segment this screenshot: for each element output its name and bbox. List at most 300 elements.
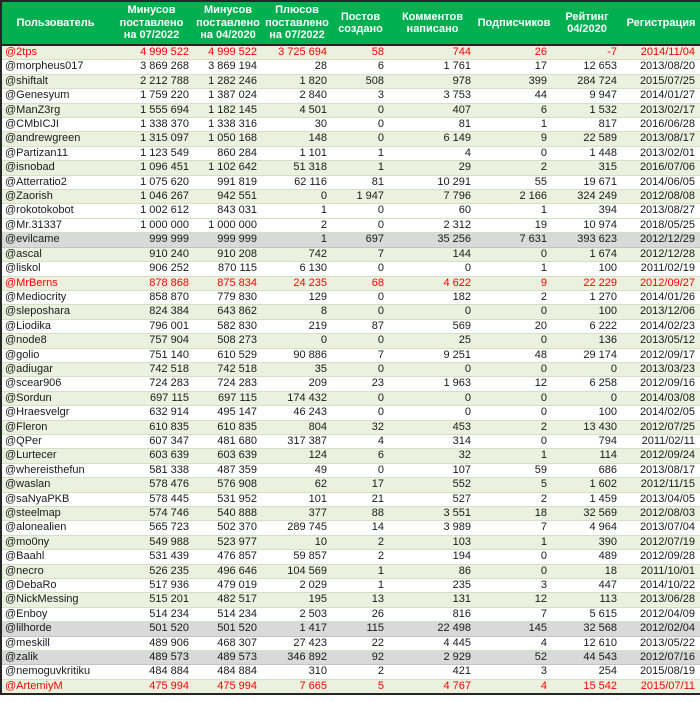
username-cell: @Baahl	[1, 550, 109, 564]
value-cell: 0	[332, 362, 389, 376]
value-cell: 3 869 268	[109, 60, 194, 74]
value-cell: 1 046 267	[109, 190, 194, 204]
username-cell: @Hraesvelgr	[1, 406, 109, 420]
value-cell: 552	[389, 478, 476, 492]
username-cell: @zalik	[1, 651, 109, 665]
value-cell: 209	[262, 377, 332, 391]
value-cell: 1	[476, 204, 552, 218]
value-cell: 1 282 246	[194, 74, 262, 88]
value-cell: 495 147	[194, 406, 262, 420]
value-cell: 744	[389, 45, 476, 60]
value-cell: 2013/08/27	[622, 204, 700, 218]
value-cell: 59 857	[262, 550, 332, 564]
value-cell: 399	[476, 74, 552, 88]
value-cell: 62 116	[262, 175, 332, 189]
value-cell: 517 936	[109, 579, 194, 593]
value-cell: 129	[262, 290, 332, 304]
value-cell: 26	[476, 45, 552, 60]
table-row	[1, 406, 700, 420]
value-cell: 17	[332, 478, 389, 492]
username-cell: @meskill	[1, 636, 109, 650]
value-cell: 2	[476, 492, 552, 506]
value-cell: 2013/05/12	[622, 334, 700, 348]
value-cell: 4 767	[389, 679, 476, 694]
username-cell: @NickMessing	[1, 593, 109, 607]
value-cell: 484 884	[109, 665, 194, 679]
value-cell: 0	[332, 204, 389, 218]
value-cell: 100	[552, 262, 622, 276]
value-cell: 2012/12/28	[622, 247, 700, 261]
value-cell: 58	[332, 45, 389, 60]
value-cell: 1 387 024	[194, 89, 262, 103]
value-cell: 569	[389, 319, 476, 333]
username-cell: @node8	[1, 334, 109, 348]
value-cell: 6 130	[262, 262, 332, 276]
value-cell: 0	[389, 406, 476, 420]
value-cell: 2013/12/06	[622, 305, 700, 319]
username-cell: @liskol	[1, 262, 109, 276]
value-cell: 68	[332, 276, 389, 290]
username-cell: @DebaRo	[1, 579, 109, 593]
table-row	[1, 564, 700, 578]
value-cell: 1 448	[552, 146, 622, 160]
value-cell: 475 994	[109, 679, 194, 694]
value-cell: 0	[332, 262, 389, 276]
value-cell: 1 759 220	[109, 89, 194, 103]
value-cell: 0	[332, 406, 389, 420]
value-cell: 324 249	[552, 190, 622, 204]
value-cell: 2014/10/22	[622, 579, 700, 593]
username-cell: @2tps	[1, 45, 109, 60]
value-cell: 12	[476, 377, 552, 391]
value-cell: 878 868	[109, 276, 194, 290]
col-header-user: Пользователь	[1, 1, 109, 45]
username-cell: @andrewgreen	[1, 132, 109, 146]
value-cell: 453	[389, 420, 476, 434]
value-cell: 2012/09/28	[622, 550, 700, 564]
value-cell: 81	[332, 175, 389, 189]
value-cell: 103	[389, 535, 476, 549]
value-cell: 0	[332, 218, 389, 232]
value-cell: 0	[476, 391, 552, 405]
value-cell: 4 445	[389, 636, 476, 650]
value-cell: 1 602	[552, 478, 622, 492]
username-cell: @Liodika	[1, 319, 109, 333]
table-row	[1, 204, 700, 218]
value-cell: 2011/10/01	[622, 564, 700, 578]
value-cell: 6 222	[552, 319, 622, 333]
value-cell: 804	[262, 420, 332, 434]
value-cell: 1 674	[552, 247, 622, 261]
value-cell: 4 501	[262, 103, 332, 117]
username-cell: @nemoguvkritiku	[1, 665, 109, 679]
table-row	[1, 550, 700, 564]
value-cell: 910 240	[109, 247, 194, 261]
value-cell: 643 862	[194, 305, 262, 319]
table-header	[1, 1, 700, 45]
value-cell: 2 840	[262, 89, 332, 103]
value-cell: 1 102 642	[194, 161, 262, 175]
value-cell: 0	[262, 190, 332, 204]
header-row	[1, 1, 700, 45]
value-cell: 2015/08/19	[622, 665, 700, 679]
value-cell: 13	[332, 593, 389, 607]
value-cell: 81	[389, 118, 476, 132]
table-row	[1, 60, 700, 74]
value-cell: 4	[332, 434, 389, 448]
value-cell: 1 963	[389, 377, 476, 391]
value-cell: 235	[389, 579, 476, 593]
value-cell: 496 646	[194, 564, 262, 578]
table-row	[1, 262, 700, 276]
value-cell: 1 000 000	[194, 218, 262, 232]
table-row	[1, 334, 700, 348]
value-cell: 860 284	[194, 146, 262, 160]
value-cell: 182	[389, 290, 476, 304]
value-cell: 2012/09/27	[622, 276, 700, 290]
value-cell: 0	[262, 334, 332, 348]
value-cell: 5 615	[552, 607, 622, 621]
value-cell: 144	[389, 247, 476, 261]
value-cell: 875 834	[194, 276, 262, 290]
value-cell: 481 680	[194, 434, 262, 448]
value-cell: 484 884	[194, 665, 262, 679]
value-cell: 1 417	[262, 622, 332, 636]
value-cell: 578 445	[109, 492, 194, 506]
username-cell: @shiftalt	[1, 74, 109, 88]
username-cell: @Fleron	[1, 420, 109, 434]
value-cell: 24 235	[262, 276, 332, 290]
value-cell: 475 994	[194, 679, 262, 694]
value-cell: 502 370	[194, 521, 262, 535]
value-cell: 6 149	[389, 132, 476, 146]
value-cell: 531 952	[194, 492, 262, 506]
table-row	[1, 651, 700, 665]
username-cell: @necro	[1, 564, 109, 578]
value-cell: 489 573	[194, 651, 262, 665]
value-cell: 489 573	[109, 651, 194, 665]
value-cell: 2 312	[389, 218, 476, 232]
value-cell: -7	[552, 45, 622, 60]
value-cell: 2013/05/22	[622, 636, 700, 650]
value-cell: 19 671	[552, 175, 622, 189]
value-cell: 2011/02/11	[622, 434, 700, 448]
table-row	[1, 449, 700, 463]
username-cell: @Sordun	[1, 391, 109, 405]
table-row	[1, 146, 700, 160]
value-cell: 0	[389, 262, 476, 276]
value-cell: 0	[389, 362, 476, 376]
username-cell: @adiugar	[1, 362, 109, 376]
value-cell: 3 725 694	[262, 45, 332, 60]
username-cell: @golio	[1, 348, 109, 362]
value-cell: 22 589	[552, 132, 622, 146]
value-cell: 393 623	[552, 233, 622, 247]
table-row	[1, 118, 700, 132]
value-cell: 2014/01/27	[622, 89, 700, 103]
table-row	[1, 679, 700, 694]
value-cell: 88	[332, 507, 389, 521]
value-cell: 2012/04/09	[622, 607, 700, 621]
value-cell: 1 270	[552, 290, 622, 304]
value-cell: 4	[389, 146, 476, 160]
value-cell: 4 964	[552, 521, 622, 535]
value-cell: 86	[389, 564, 476, 578]
value-cell: 5	[332, 679, 389, 694]
username-cell: @Partizan11	[1, 146, 109, 160]
value-cell: 603 639	[109, 449, 194, 463]
value-cell: 0	[332, 305, 389, 319]
value-cell: 1	[262, 204, 332, 218]
value-cell: 390	[552, 535, 622, 549]
table-row	[1, 103, 700, 117]
username-cell: @Mediocrity	[1, 290, 109, 304]
value-cell: 2	[332, 535, 389, 549]
value-cell: 0	[476, 564, 552, 578]
value-cell: 2012/11/15	[622, 478, 700, 492]
table-row	[1, 607, 700, 621]
username-cell: @Lurtecer	[1, 449, 109, 463]
value-cell: 2013/02/01	[622, 146, 700, 160]
value-cell: 610 835	[109, 420, 194, 434]
value-cell: 0	[476, 247, 552, 261]
value-cell: 1 761	[389, 60, 476, 74]
value-cell: 2014/02/23	[622, 319, 700, 333]
table-row	[1, 45, 700, 60]
value-cell: 195	[262, 593, 332, 607]
value-cell: 501 520	[194, 622, 262, 636]
value-cell: 610 529	[194, 348, 262, 362]
value-cell: 44	[476, 89, 552, 103]
col-header-posts: Постов создано	[332, 1, 389, 45]
value-cell: 549 988	[109, 535, 194, 549]
value-cell: 17	[476, 60, 552, 74]
value-cell: 2012/08/03	[622, 507, 700, 521]
table-row	[1, 521, 700, 535]
value-cell: 0	[476, 305, 552, 319]
value-cell: 254	[552, 665, 622, 679]
table-row	[1, 175, 700, 189]
table-row	[1, 348, 700, 362]
value-cell: 843 031	[194, 204, 262, 218]
value-cell: 9	[476, 276, 552, 290]
table-row	[1, 218, 700, 232]
value-cell: 59	[476, 463, 552, 477]
value-cell: 2014/11/04	[622, 45, 700, 60]
value-cell: 27 423	[262, 636, 332, 650]
username-cell: @ascal	[1, 247, 109, 261]
table-row	[1, 377, 700, 391]
value-cell: 514 234	[194, 607, 262, 621]
value-cell: 14	[332, 521, 389, 535]
value-cell: 13 430	[552, 420, 622, 434]
value-cell: 2015/07/11	[622, 679, 700, 694]
value-cell: 6	[332, 449, 389, 463]
value-cell: 1 338 370	[109, 118, 194, 132]
value-cell: 22	[332, 636, 389, 650]
value-cell: 858 870	[109, 290, 194, 304]
value-cell: 2012/09/17	[622, 348, 700, 362]
value-cell: 377	[262, 507, 332, 521]
table-row	[1, 132, 700, 146]
value-cell: 2	[476, 290, 552, 304]
username-cell: @scear906	[1, 377, 109, 391]
value-cell: 48	[476, 348, 552, 362]
value-cell: 317 387	[262, 434, 332, 448]
value-cell: 421	[389, 665, 476, 679]
value-cell: 7	[476, 521, 552, 535]
value-cell: 910 208	[194, 247, 262, 261]
value-cell: 114	[552, 449, 622, 463]
value-cell: 514 234	[109, 607, 194, 621]
value-cell: 523 977	[194, 535, 262, 549]
value-cell: 6	[332, 60, 389, 74]
value-cell: 107	[389, 463, 476, 477]
value-cell: 978	[389, 74, 476, 88]
table-row	[1, 362, 700, 376]
value-cell: 999 999	[109, 233, 194, 247]
value-cell: 32	[332, 420, 389, 434]
value-cell: 3 753	[389, 89, 476, 103]
value-cell: 113	[552, 593, 622, 607]
value-cell: 6 258	[552, 377, 622, 391]
value-cell: 2013/07/04	[622, 521, 700, 535]
value-cell: 1 820	[262, 74, 332, 88]
value-cell: 2 503	[262, 607, 332, 621]
value-cell: 32 568	[552, 622, 622, 636]
value-cell: 482 517	[194, 593, 262, 607]
value-cell: 1 555 694	[109, 103, 194, 117]
value-cell: 1	[332, 161, 389, 175]
value-cell: 1 182 145	[194, 103, 262, 117]
value-cell: 2016/07/06	[622, 161, 700, 175]
username-cell: @evilcame	[1, 233, 109, 247]
value-cell: 87	[332, 319, 389, 333]
value-cell: 100	[552, 406, 622, 420]
username-cell: @Zaorish	[1, 190, 109, 204]
value-cell: 310	[262, 665, 332, 679]
value-cell: 194	[389, 550, 476, 564]
table-row	[1, 233, 700, 247]
table-row	[1, 161, 700, 175]
username-cell: @Mr.31337	[1, 218, 109, 232]
value-cell: 1 096 451	[109, 161, 194, 175]
col-header-subscribers: Подписчиков	[476, 1, 552, 45]
table-row	[1, 463, 700, 477]
value-cell: 578 476	[109, 478, 194, 492]
value-cell: 2012/02/04	[622, 622, 700, 636]
value-cell: 5	[476, 478, 552, 492]
value-cell: 219	[262, 319, 332, 333]
value-cell: 30	[262, 118, 332, 132]
value-cell: 12 653	[552, 60, 622, 74]
value-cell: 816	[389, 607, 476, 621]
value-cell: 4 999 522	[194, 45, 262, 60]
value-cell: 2	[332, 550, 389, 564]
value-cell: 7	[476, 607, 552, 621]
value-cell: 3 989	[389, 521, 476, 535]
value-cell: 531 439	[109, 550, 194, 564]
value-cell: 565 723	[109, 521, 194, 535]
table-row	[1, 665, 700, 679]
value-cell: 1 002 612	[109, 204, 194, 218]
table-row	[1, 276, 700, 290]
value-cell: 9	[476, 132, 552, 146]
value-cell: 9 251	[389, 348, 476, 362]
value-cell: 0	[389, 305, 476, 319]
value-cell: 104 569	[262, 564, 332, 578]
table-row	[1, 636, 700, 650]
value-cell: 7	[332, 247, 389, 261]
value-cell: 0	[476, 334, 552, 348]
value-cell: 632 914	[109, 406, 194, 420]
value-cell: 0	[476, 362, 552, 376]
value-cell: 779 830	[194, 290, 262, 304]
value-cell: 12 610	[552, 636, 622, 650]
value-cell: 101	[262, 492, 332, 506]
value-cell: 7	[332, 348, 389, 362]
value-cell: 18	[552, 564, 622, 578]
value-cell: 2012/09/24	[622, 449, 700, 463]
username-cell: @saNyaPKB	[1, 492, 109, 506]
value-cell: 315	[552, 161, 622, 175]
value-cell: 697 115	[194, 391, 262, 405]
value-cell: 124	[262, 449, 332, 463]
value-cell: 4 622	[389, 276, 476, 290]
col-header-pluses-2022: Плюсов поставлено на 07/2022	[262, 1, 332, 45]
value-cell: 145	[476, 622, 552, 636]
value-cell: 9 947	[552, 89, 622, 103]
table-row	[1, 391, 700, 405]
value-cell: 991 819	[194, 175, 262, 189]
value-cell: 603 639	[194, 449, 262, 463]
value-cell: 1 532	[552, 103, 622, 117]
value-cell: 1 315 097	[109, 132, 194, 146]
value-cell: 942 551	[194, 190, 262, 204]
table-row	[1, 535, 700, 549]
table-row	[1, 290, 700, 304]
table-row	[1, 507, 700, 521]
value-cell: 2018/05/25	[622, 218, 700, 232]
value-cell: 23	[332, 377, 389, 391]
value-cell: 2013/04/05	[622, 492, 700, 506]
value-cell: 576 908	[194, 478, 262, 492]
value-cell: 1 101	[262, 146, 332, 160]
value-cell: 26	[332, 607, 389, 621]
value-cell: 2013/06/28	[622, 593, 700, 607]
value-cell: 1	[332, 146, 389, 160]
value-cell: 1 459	[552, 492, 622, 506]
value-cell: 742 518	[194, 362, 262, 376]
value-cell: 12	[476, 593, 552, 607]
value-cell: 607 347	[109, 434, 194, 448]
value-cell: 906 252	[109, 262, 194, 276]
value-cell: 489	[552, 550, 622, 564]
value-cell: 10 291	[389, 175, 476, 189]
value-cell: 0	[332, 118, 389, 132]
value-cell: 581 338	[109, 463, 194, 477]
username-cell: @ArtemiyM	[1, 679, 109, 694]
username-cell: @Genesyum	[1, 89, 109, 103]
username-cell: @isnobad	[1, 161, 109, 175]
value-cell: 148	[262, 132, 332, 146]
value-cell: 0	[332, 463, 389, 477]
value-cell: 49	[262, 463, 332, 477]
table-row	[1, 492, 700, 506]
value-cell: 22 229	[552, 276, 622, 290]
value-cell: 724 283	[194, 377, 262, 391]
value-cell: 15 542	[552, 679, 622, 694]
